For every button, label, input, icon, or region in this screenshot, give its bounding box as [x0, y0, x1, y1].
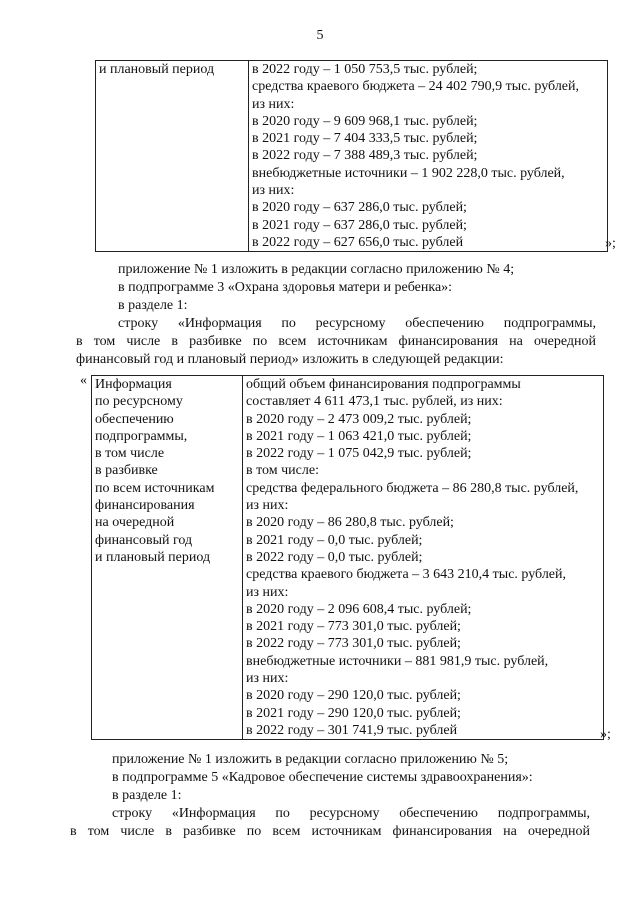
table-2-left-line: финансовый год — [95, 532, 193, 548]
paragraph: в разделе 1: — [112, 788, 182, 803]
paragraph: в подпрограмме 3 «Охрана здоровья матери и ребенка»: — [118, 280, 453, 295]
table-1-left-cell — [96, 61, 249, 252]
table-2-line: в 2021 году – 773 301,0 тыс. рублей; — [246, 619, 461, 635]
table-2-line: в 2021 году – 290 120,0 тыс. рублей; — [246, 705, 461, 721]
table-2-line: в 2022 году – 773 301,0 тыс. рублей; — [246, 636, 461, 652]
table-2-line: в 2022 году – 1 075 042,9 тыс. рублей; — [246, 446, 472, 462]
table-2-right-cell — [243, 376, 604, 740]
table-2-left-line: по всем источникам — [95, 480, 215, 496]
table-2-line: составляет 4 611 473,1 тыс. рублей, из них: — [246, 394, 503, 410]
table-2-line: в 2020 году – 86 280,8 тыс. рублей; — [246, 515, 454, 531]
table-2-line: в 2020 году – 290 120,0 тыс. рублей; — [246, 688, 461, 704]
table-2-line: средства федерального бюджета – 86 280,8 тыс. рублей, — [246, 480, 579, 496]
table-1-line: из них: — [252, 183, 295, 199]
table-2-line: в 2020 году – 2 473 009,2 тыс. рублей; — [246, 411, 472, 427]
table-1-line: в 2022 году – 627 656,0 тыс. рублей — [252, 234, 464, 250]
table-2-line: внебюджетные источники – 881 981,9 тыс. рублей, — [246, 653, 549, 669]
table-1-line: внебюджетные источники – 1 902 228,0 тыс. рублей, — [252, 165, 565, 181]
table-2-left-line: по ресурсному — [95, 394, 183, 410]
table-2-closing-quote: »; — [600, 727, 611, 742]
table-1-right-cell — [249, 61, 608, 252]
paragraph: в разделе 1: — [118, 298, 188, 313]
table-2-left-line: в том числе — [95, 446, 165, 462]
table-1-closing-quote: »; — [605, 236, 616, 251]
table-2-line: из них: — [246, 584, 289, 600]
table-1-line: в 2022 году – 1 050 753,5 тыс. рублей; — [252, 62, 478, 77]
paragraph-justified: строку «Информация по ресурсному обеспечению подпрограммы, — [118, 316, 596, 331]
paragraph-justified: в том числе в разбивке по всем источникам финансирования на очередной — [76, 334, 596, 349]
table-2-line: в 2021 году – 1 063 421,0 тыс. рублей; — [246, 428, 472, 444]
page-number: 5 — [316, 28, 324, 43]
table-2-left-line: подпрограммы, — [95, 428, 188, 444]
table-1-line: в 2021 году – 7 404 333,5 тыс. рублей; — [252, 131, 478, 147]
paragraph: приложение № 1 изложить в редакции согласно приложению № 5; — [112, 752, 509, 767]
table-1-line: в 2020 году – 9 609 968,1 тыс. рублей; — [252, 113, 478, 129]
table-2-left-line: в разбивке — [95, 463, 158, 479]
table-2-left-line: Информация — [95, 377, 172, 392]
table-2-line: из них: — [246, 671, 289, 687]
table-1-line: средства краевого бюджета – 24 402 790,9 тыс. рублей, — [252, 79, 580, 95]
table-1-left-line: и плановый период — [99, 62, 215, 77]
table-2-line: в 2022 году – 0,0 тыс. рублей; — [246, 549, 423, 565]
table-2-line: средства краевого бюджета – 3 643 210,4 тыс. рублей, — [246, 567, 567, 583]
table-1-line: из них: — [252, 96, 295, 112]
paragraph: приложение № 1 изложить в редакции согласно приложению № 4; — [118, 262, 515, 277]
table-2-left-line: финансирования — [95, 498, 195, 514]
paragraph: в подпрограмме 5 «Кадровое обеспечение системы здравоохранения»: — [112, 770, 533, 785]
table-2-opening-quote: « — [80, 373, 87, 388]
table-2-left-line: и плановый период — [95, 549, 211, 565]
paragraph: финансовый год и плановый период» изложить в следующей редакции: — [76, 352, 504, 367]
funding-table-1 — [95, 60, 608, 252]
table-2-left-cell — [92, 376, 243, 740]
table-1-line: в 2022 году – 7 388 489,3 тыс. рублей; — [252, 148, 478, 164]
table-2-line: в 2022 году – 301 741,9 тыс. рублей — [246, 722, 458, 738]
paragraph-justified: в том числе в разбивке по всем источникам финансирования на очередной — [70, 824, 590, 839]
table-2-line: в 2020 году – 2 096 608,4 тыс. рублей; — [246, 601, 472, 617]
table-2-line: в том числе: — [246, 463, 319, 479]
table-2-line: из них: — [246, 498, 289, 514]
table-1-line: в 2021 году – 637 286,0 тыс. рублей; — [252, 217, 467, 233]
table-2-left-line: на очередной — [95, 515, 175, 531]
table-2-line: общий объем финансирования подпрограммы — [246, 377, 521, 392]
table-2-line: в 2021 году – 0,0 тыс. рублей; — [246, 532, 423, 548]
table-1-line: в 2020 году – 637 286,0 тыс. рублей; — [252, 200, 467, 216]
funding-table-2 — [91, 375, 604, 740]
table-2-left-line: обеспечению — [95, 411, 174, 427]
paragraph-justified: строку «Информация по ресурсному обеспечению подпрограммы, — [112, 806, 590, 821]
